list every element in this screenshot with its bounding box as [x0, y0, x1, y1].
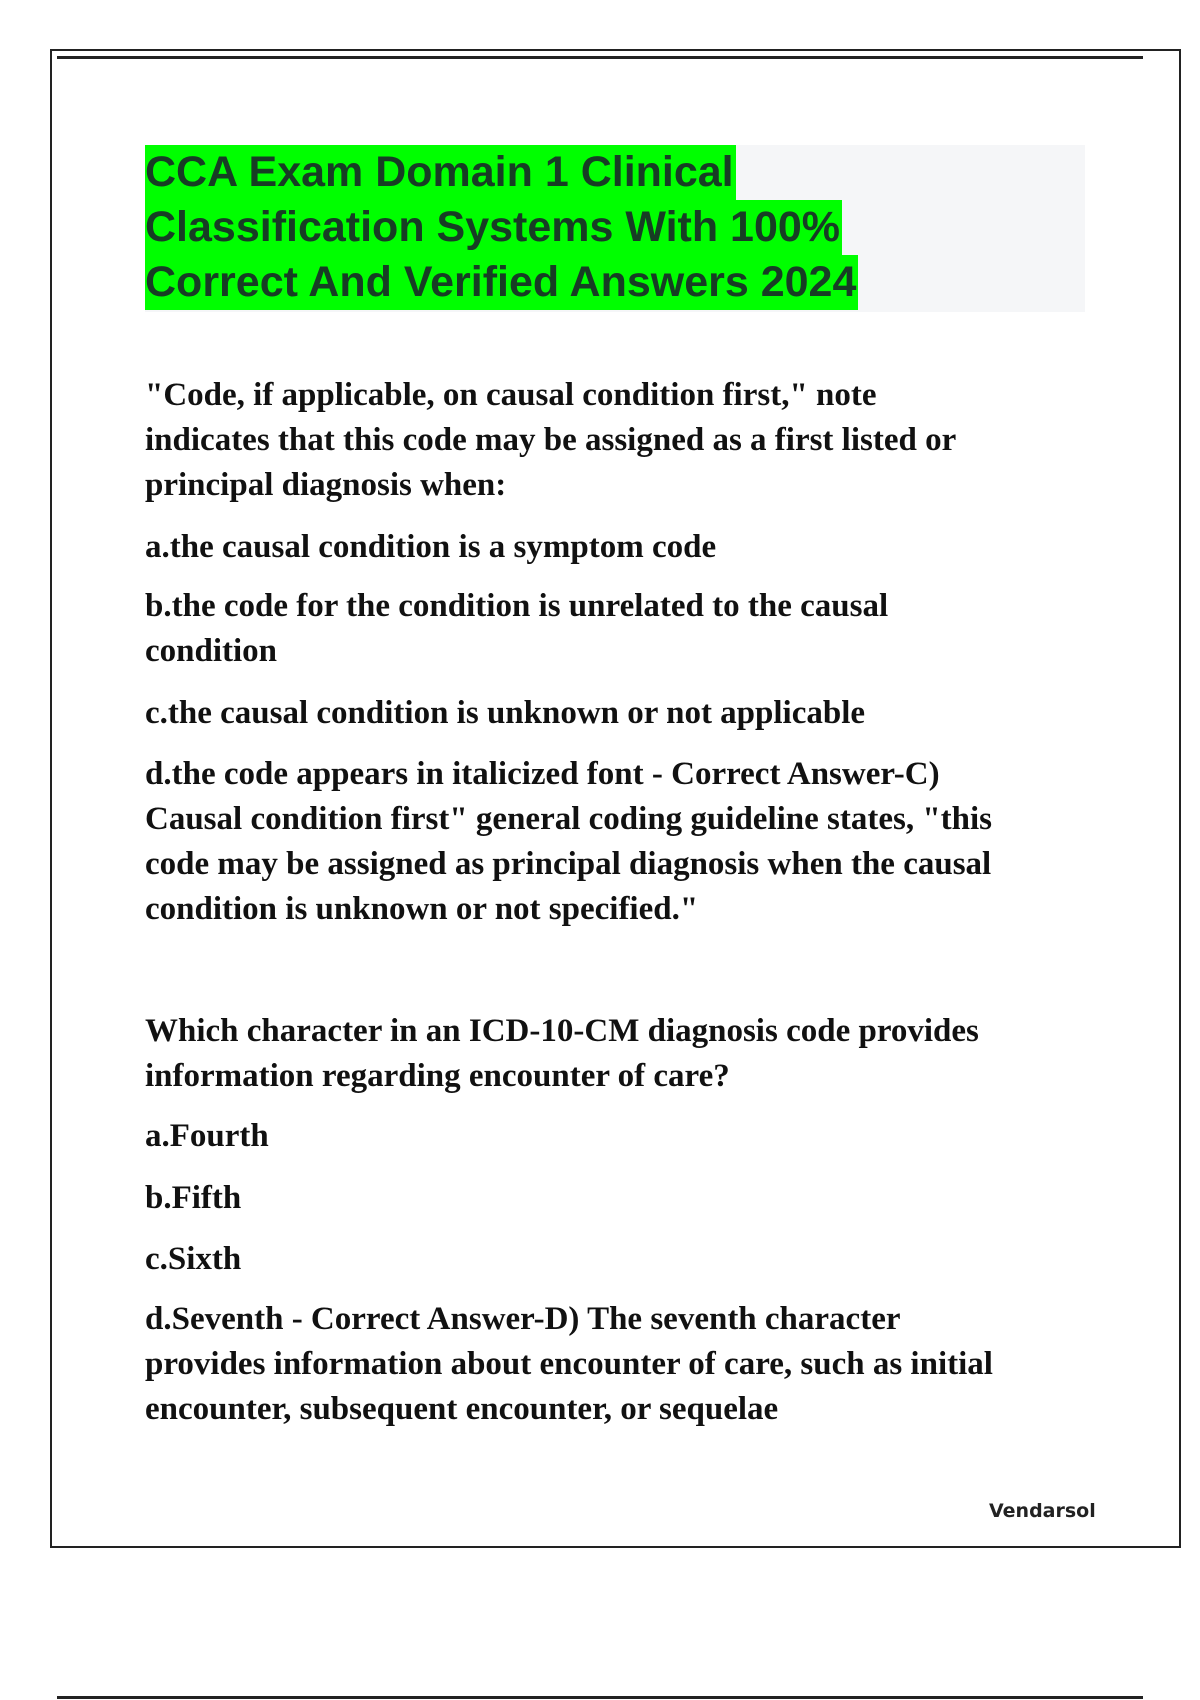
answer-option — [145, 691, 865, 736]
text-line: "Code, if applicable, on causal condition first," note — [145, 377, 877, 413]
text-line: encounter, subsequent encounter, or sequelae — [145, 1391, 779, 1427]
text-line: c.Sixth — [145, 1241, 242, 1277]
title-line: Classification Systems With 100% — [145, 200, 842, 255]
text-line: a.the causal condition is a symptom code — [145, 529, 717, 565]
text-line: d.Seventh - Correct Answer-D) The seventh character — [145, 1301, 901, 1337]
text-line: c.the causal condition is unknown or not applicable — [145, 695, 866, 731]
question-stem — [145, 373, 956, 508]
answer-option — [145, 1114, 269, 1159]
title-line: CCA Exam Domain 1 Clinical — [145, 145, 736, 200]
answer-option — [145, 1297, 993, 1432]
text-line: indicates that this code may be assigned as a first listed or — [145, 422, 957, 458]
top-rule — [57, 56, 1143, 59]
answer-option — [145, 1237, 241, 1282]
brand-footer: Vendarsol — [989, 1500, 1096, 1522]
text-line: condition — [145, 633, 278, 669]
text-line: b.the code for the condition is unrelated to the causal — [145, 588, 889, 624]
text-line: provides information about encounter of care, such as initial — [145, 1346, 993, 1382]
text-line: Causal condition first" general coding guideline states, "this — [145, 801, 993, 837]
answer-option — [145, 1176, 241, 1221]
answer-option — [145, 752, 992, 932]
text-line: a.Fourth — [145, 1118, 269, 1154]
title-line: Correct And Verified Answers 2024 — [145, 255, 858, 310]
text-line: principal diagnosis when: — [145, 467, 507, 503]
text-line: code may be assigned as principal diagnosis when the causal — [145, 846, 992, 882]
text-line: b.Fifth — [145, 1180, 242, 1216]
text-line: d.the code appears in italicized font - Correct Answer-C) — [145, 756, 940, 792]
document-title — [145, 145, 1085, 312]
bottom-rule — [57, 1696, 1143, 1699]
question-stem — [145, 1009, 979, 1099]
answer-option — [145, 525, 716, 570]
answer-option — [145, 584, 888, 674]
text-line: condition is unknown or not specified." — [145, 891, 699, 927]
text-line: information regarding encounter of care? — [145, 1058, 730, 1094]
text-line: Which character in an ICD-10-CM diagnosis code provides — [145, 1013, 979, 1049]
